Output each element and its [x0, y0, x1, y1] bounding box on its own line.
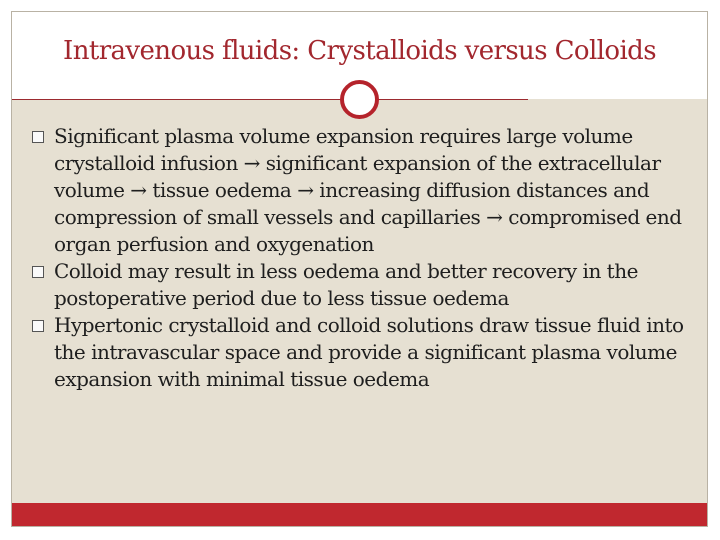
circle-ornament-icon: [340, 80, 379, 119]
bullet-list: [29, 123, 699, 393]
footer-band: [12, 503, 707, 526]
bullet-item: [29, 258, 699, 312]
bullet-item: [29, 312, 699, 393]
bullet-text: Significant plasma volume expansion requires large volume crystalloid infusion → significant expansion of the extracellular volume → tissue oedema → increasing diffusion distances and compression of small vessels and capillaries → compromised end organ perfusion and oxygenation: [54, 124, 682, 256]
bullet-box-icon: [32, 266, 44, 278]
slide-title: Intravenous fluids: Crystalloids versus Colloids: [63, 36, 656, 66]
bullet-box-icon: [32, 131, 44, 143]
bullet-box-icon: [32, 320, 44, 332]
title-divider-left: [12, 99, 342, 100]
bullet-item: [29, 123, 699, 258]
title-divider-right: [378, 99, 528, 100]
bullet-text: Colloid may result in less oedema and better recovery in the postoperative period due to less tissue oedema: [54, 259, 638, 310]
bullet-text: Hypertonic crystalloid and colloid solutions draw tissue fluid into the intravascular space and provide a significant plasma volume expansion with minimal tissue oedema: [54, 313, 684, 391]
